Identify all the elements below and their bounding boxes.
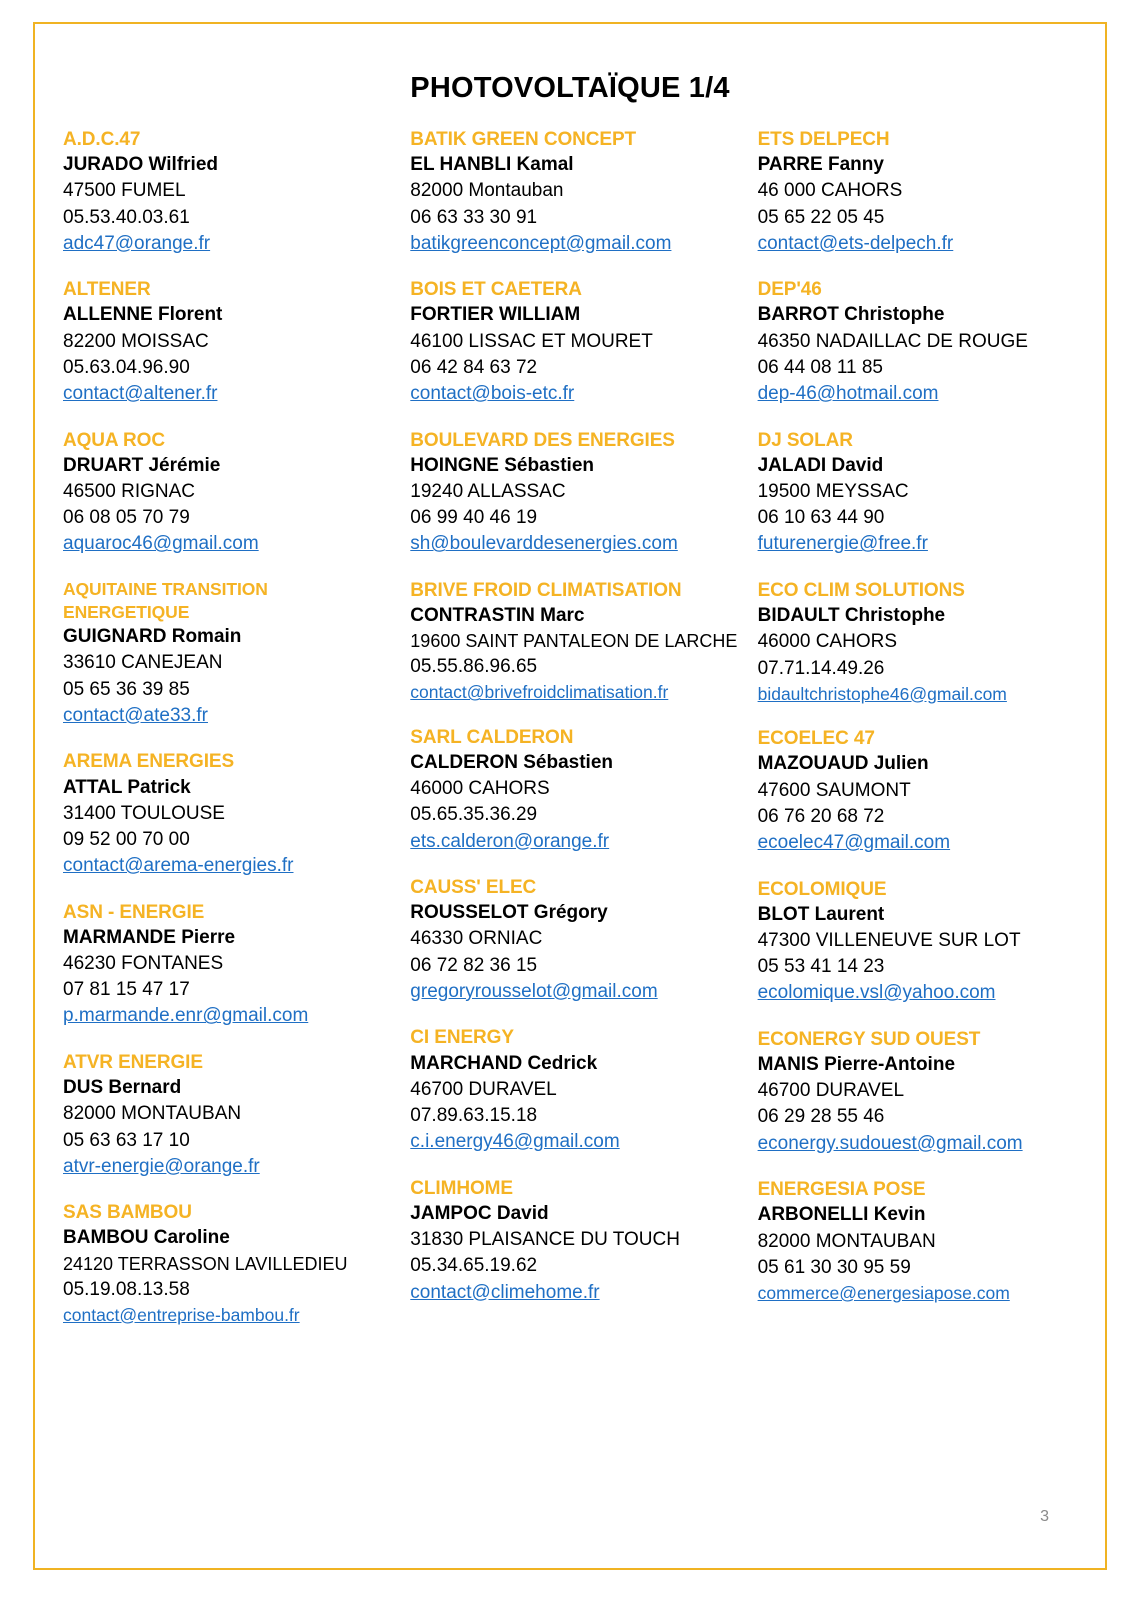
directory-entry [63, 578, 396, 729]
entry-email[interactable]: futurenergie@free.fr [757, 533, 928, 555]
entry-person: ARBONELLI Kevin [757, 1204, 926, 1226]
entry-person: MANIS Pierre-Antoine [757, 1053, 956, 1075]
entry-person: ROUSSELOT Grégory [410, 902, 608, 924]
entry-company: SAS BAMBOU [63, 1202, 192, 1224]
entry-address: 46700 DURAVEL [757, 1080, 905, 1102]
entry-company: AREMA ENERGIES [63, 751, 235, 773]
entry-phone: 05 65 36 39 85 [63, 678, 190, 700]
entry-company: ENERGESIA POSE [757, 1179, 926, 1201]
entry-company: CAUSS' ELEC [410, 877, 537, 899]
directory-entry [758, 578, 1091, 706]
directory-entry [63, 749, 396, 879]
entry-phone: 05 63 63 17 10 [63, 1129, 190, 1151]
entry-person: MARMANDE Pierre [63, 926, 236, 948]
directory-entry [410, 725, 743, 855]
entry-email[interactable]: atvr-energie@orange.fr [63, 1155, 260, 1177]
directory-column-1 [49, 127, 396, 1347]
entry-address: 47600 SAUMONT [757, 779, 911, 801]
entry-email[interactable]: c.i.energy46@gmail.com [410, 1131, 620, 1153]
entry-address: 47300 VILLENEUVE SUR LOT [757, 929, 1021, 951]
entry-phone: 06 72 82 36 15 [410, 954, 538, 976]
directory-entry [758, 428, 1091, 558]
entry-phone: 05.63.04.96.90 [63, 356, 190, 378]
entry-person: MAZOUAUD Julien [757, 753, 929, 775]
entry-phone: 05.53.40.03.61 [63, 206, 190, 228]
directory-columns [35, 105, 1105, 1347]
entry-email[interactable]: batikgreenconcept@gmail.com [410, 232, 672, 254]
entry-phone: 06 63 33 30 91 [410, 206, 538, 228]
entry-email[interactable]: contact@entreprise-bambou.fr [63, 1304, 300, 1325]
entry-email[interactable]: contact@climehome.fr [410, 1281, 600, 1303]
entry-phone: 05.65.35.36.29 [410, 804, 538, 826]
entry-address: 46330 ORNIAC [410, 928, 543, 950]
entry-person: JURADO Wilfried [63, 154, 219, 176]
entry-email[interactable]: econergy.sudouest@gmail.com [757, 1132, 1023, 1154]
entry-email[interactable]: gregoryrousselot@gmail.com [410, 980, 658, 1002]
entry-person: ATTAL Patrick [63, 776, 191, 798]
directory-entry [758, 726, 1091, 856]
directory-entry [410, 428, 743, 558]
entry-email[interactable]: bidaultchristophe46@gmail.com [757, 683, 1007, 704]
entry-person: BIDAULT Christophe [757, 605, 946, 627]
entry-company: ATVR ENERGIE [63, 1052, 203, 1074]
directory-column-2 [396, 127, 743, 1347]
directory-entry [410, 1025, 743, 1155]
entry-email[interactable]: ecoelec47@gmail.com [757, 831, 951, 853]
directory-entry [63, 1050, 396, 1180]
entry-company: AQUITAINE TRANSITION ENERGETIQUE [63, 578, 268, 623]
entry-person: MARCHAND Cedrick [410, 1052, 598, 1074]
directory-entry [63, 1200, 396, 1327]
page-title: PHOTOVOLTAÏQUE 1/4 [410, 72, 730, 104]
entry-address: 46000 CAHORS [410, 778, 550, 800]
directory-entry [63, 428, 396, 558]
entry-company: A.D.C.47 [63, 129, 141, 150]
entry-phone: 05 65 22 05 45 [757, 206, 885, 228]
entry-phone: 05.19.08.13.58 [63, 1278, 190, 1300]
directory-entry [758, 877, 1091, 1007]
entry-person: JALADI David [757, 454, 884, 476]
entry-phone: 06 29 28 55 46 [757, 1106, 885, 1128]
entry-person: BLOT Laurent [757, 903, 885, 925]
entry-company: BRIVE FROID CLIMATISATION [410, 579, 682, 601]
entry-company: DJ SOLAR [757, 429, 853, 451]
entry-phone: 06 44 08 11 85 [757, 356, 883, 378]
entry-phone: 07 81 15 47 17 [63, 979, 190, 1001]
entry-address: 46100 LISSAC ET MOURET [410, 330, 653, 352]
entry-address: 19500 MEYSSAC [757, 480, 909, 502]
entry-phone: 05.34.65.19.62 [410, 1255, 538, 1277]
entry-phone: 07.89.63.15.18 [410, 1105, 538, 1126]
entry-person: HOINGNE Sébastien [410, 454, 595, 476]
entry-person: BAMBOU Caroline [63, 1227, 230, 1249]
page-number: 3 [1040, 1508, 1049, 1525]
entry-company: ECO CLIM SOLUTIONS [757, 579, 965, 601]
directory-entry [410, 1176, 743, 1306]
entry-address: 82200 MOISSAC [63, 330, 209, 352]
directory-entry [63, 900, 396, 1030]
entry-address: 82000 Montauban [410, 180, 564, 202]
entry-person: PARRE Fanny [757, 154, 884, 176]
entry-email[interactable]: adc47@orange.fr [63, 232, 211, 254]
directory-entry [63, 127, 396, 257]
entry-company: ECONERGY SUD OUEST [757, 1028, 981, 1050]
entry-email[interactable]: dep-46@hotmail.com [757, 383, 939, 405]
entry-address: 46230 FONTANES [63, 953, 224, 975]
entry-company: ETS DELPECH [757, 129, 890, 150]
entry-person: FORTIER WILLIAM [410, 304, 581, 326]
entry-address: 19600 SAINT PANTALEON DE LARCHE [410, 631, 738, 652]
entry-person: BARROT Christophe [757, 304, 945, 326]
entry-address: 46000 CAHORS [757, 631, 897, 653]
entry-address: 46500 RIGNAC [63, 480, 196, 502]
entry-person: EL HANBLI Kamal [410, 154, 574, 176]
entry-email[interactable]: contact@ets-delpech.fr [757, 232, 954, 254]
entry-company: AQUA ROC [63, 429, 165, 451]
entry-phone: 06 08 05 70 79 [63, 507, 190, 529]
entry-address: 19240 ALLASSAC [410, 480, 566, 502]
entry-address: 46 000 CAHORS [757, 180, 903, 202]
entry-company: CI ENERGY [410, 1027, 514, 1049]
entry-email[interactable]: commerce@energesiapose.com [757, 1282, 1010, 1303]
entry-phone: 09 52 00 70 00 [63, 828, 190, 850]
entry-phone: 05 61 30 30 95 59 [757, 1256, 911, 1278]
entry-address: 33610 CANEJEAN [63, 652, 223, 674]
entry-person: CALDERON Sébastien [410, 751, 613, 773]
entry-email[interactable]: ets.calderon@orange.fr [410, 830, 610, 852]
entry-company: ECOLOMIQUE [757, 878, 887, 900]
entry-address: 31830 PLAISANCE DU TOUCH [410, 1229, 680, 1251]
entry-phone: 06 42 84 63 72 [410, 356, 538, 378]
directory-entry [758, 277, 1091, 407]
directory-entry [410, 277, 743, 407]
entry-address: 31400 TOULOUSE [63, 802, 225, 824]
entry-email[interactable]: ecolomique.vsl@yahoo.com [757, 982, 996, 1004]
entry-address: 82000 MONTAUBAN [63, 1103, 242, 1125]
entry-company: BOIS ET CAETERA [410, 279, 582, 301]
entry-phone: 05 53 41 14 23 [757, 956, 885, 978]
directory-entry [410, 127, 743, 257]
entry-email[interactable]: contact@bois-etc.fr [410, 383, 575, 405]
entry-company: SARL CALDERON [410, 726, 574, 748]
entry-email[interactable]: contact@altener.fr [63, 383, 218, 405]
entry-email[interactable]: contact@arema-energies.fr [63, 855, 294, 877]
entry-person: DUS Bernard [63, 1077, 182, 1099]
entry-email[interactable]: sh@boulevarddesenergies.com [410, 533, 678, 555]
entry-company: BOULEVARD DES ENERGIES [410, 429, 675, 451]
entry-person: CONTRASTIN Marc [410, 605, 585, 627]
entry-email[interactable]: aquaroc46@gmail.com [63, 533, 259, 555]
entry-company: BATIK GREEN CONCEPT [410, 129, 637, 150]
entry-company: ASN - ENERGIE [63, 901, 205, 923]
directory-entry [758, 1027, 1091, 1157]
entry-email[interactable]: p.marmande.enr@gmail.com [63, 1005, 309, 1027]
entry-email[interactable]: contact@ate33.fr [63, 704, 208, 726]
entry-address: 47500 FUMEL [63, 180, 186, 202]
directory-entry [410, 578, 743, 705]
entry-person: GUIGNARD Romain [63, 626, 242, 648]
directory-entry [63, 277, 396, 407]
entry-address: 46700 DURAVEL [410, 1078, 557, 1100]
entry-person: DRUART Jérémie [63, 454, 221, 476]
entry-company: ALTENER [63, 279, 151, 301]
entry-phone: 06 99 40 46 19 [410, 507, 538, 529]
directory-entry [758, 127, 1091, 257]
entry-company: DEP'46 [757, 279, 822, 301]
entry-phone: 05.55.86.96.65 [410, 656, 538, 678]
entry-email[interactable]: contact@brivefroidclimatisation.fr [410, 682, 669, 703]
entry-address: 24120 TERRASSON LAVILLEDIEU [63, 1253, 348, 1274]
entry-company: CLIMHOME [410, 1177, 513, 1199]
entry-phone: 06 76 20 68 72 [757, 805, 885, 827]
directory-column-3 [744, 127, 1091, 1347]
document-page [33, 22, 1107, 1570]
directory-entry [758, 1177, 1091, 1305]
entry-phone: 06 10 63 44 90 [757, 507, 885, 529]
entry-person: JAMPOC David [410, 1202, 549, 1224]
entry-phone: 07.71.14.49.26 [757, 657, 885, 679]
entry-person: ALLENNE Florent [63, 304, 223, 326]
entry-address: 82000 MONTAUBAN [757, 1230, 936, 1252]
directory-entry [410, 875, 743, 1005]
entry-company: ECOELEC 47 [757, 728, 875, 750]
entry-address: 46350 NADAILLAC DE ROUGE [757, 330, 1028, 352]
